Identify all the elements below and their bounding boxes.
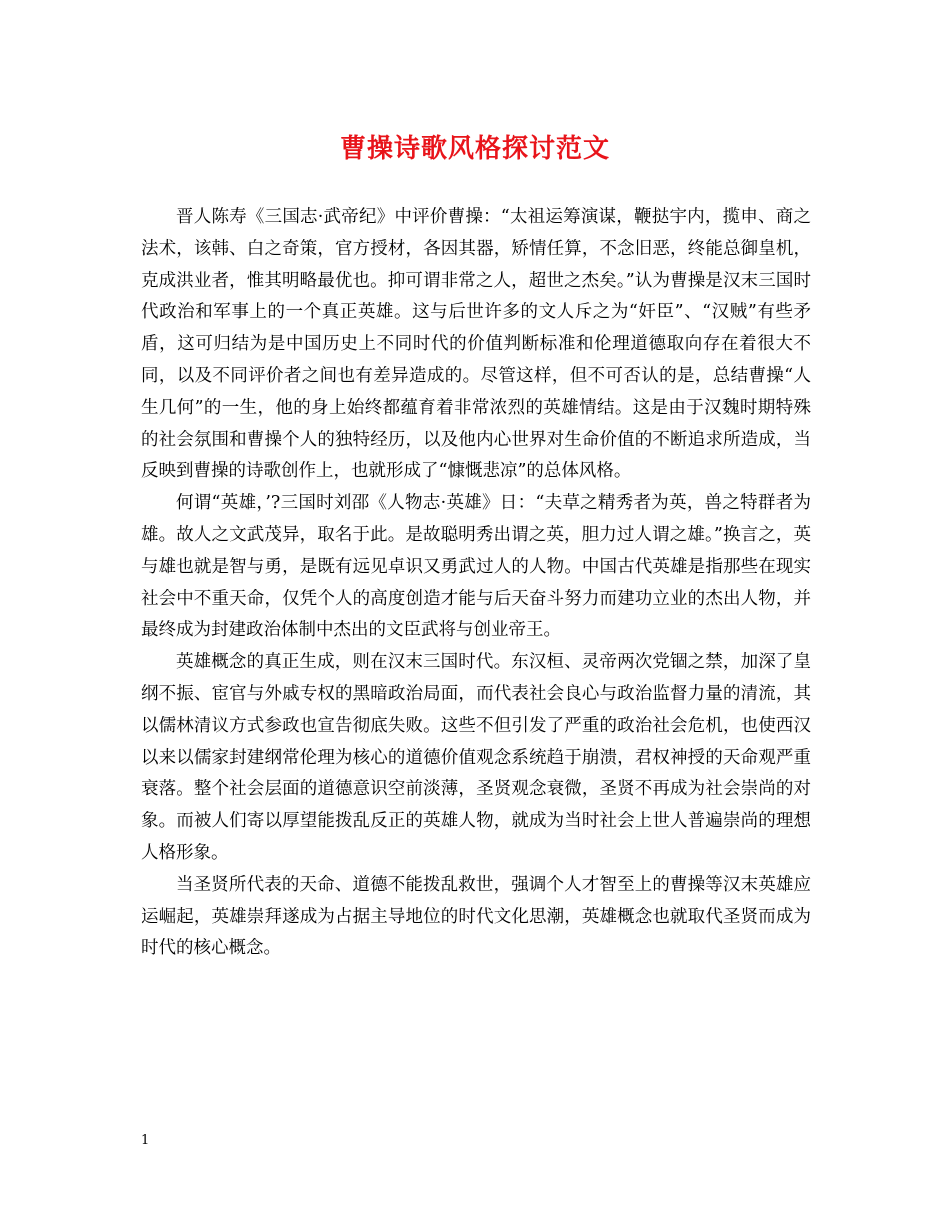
paragraph: 英雄概念的真正生成，则在汉末三国时代。东汉桓、灵帝两次党锢之禁，加深了皇纲不振、宦官与外戚专权的黑暗政治局面，而代表社会良心与政治监督力量的清流，其以儒林清议方式参政也宣告彻底失败。这些不但引发了严重的政治社会危机，也使西汉以来以儒家封建纲常伦理为核心的道德价值观念系统趋于崩溃，君权神授的天命观严重衰落。整个社会层面的道德意识空前淡薄，圣贤观念衰微，圣贤不再成为社会崇尚的对象。而被人们寄以厚望能拨乱反正的英雄人物，就成为当时社会上世人普遍崇尚的理想人格形象。 <box>141 652 811 863</box>
document-body <box>141 202 811 965</box>
paragraph: 晋人陈寿《三国志·武帝纪》中评价曹操：“太祖运筹演谋，鞭挞宇内，揽申、商之法术，该韩、白之奇策，官方授材，各因其器，矫情任算，不念旧恶，终能总御皇机，克成洪业者，惟其明略最优也。抑可谓非常之人，超世之杰矣。”认为曹操是汉末三国时代政治和军事上的一个真正英雄。这与后世许多的文人斥之为“奸臣”、“汉贼”有些矛盾，这可归结为是中国历史上不同时代的价值判断标准和伦理道德取向存在着很大不同，以及不同评价者之间也有差异造成的。尽管这样，但不可否认的是，总结曹操“人生几何”的一生，他的身上始终都蕴育着非常浓烈的英雄情结。这是由于汉魏时期特殊的社会氛围和曹操个人的独特经历，以及他内心世界对生命价值的不断追求所造成，当反映到曹操的诗歌创作上，也就形成了“慷慨悲凉”的总体风格。 <box>141 207 811 482</box>
document-title: 曹操诗歌风格探讨范文 <box>339 134 610 164</box>
page-number: 1 <box>141 1133 150 1148</box>
paragraph: 何谓“英雄，’?三国时刘邵《人物志·英雄》日：“夫草之精秀者为英，兽之特群者为雄。故人之文武茂异，取名于此。是故聪明秀出谓之英，胆力过人谓之雄。”换言之，英与雄也就是智与勇，是既有远见卓识又勇武过人的人物。中国古代英雄是指那些在现实社会中不重天命，仅凭个人的高度创造才能与后天奋斗努力而建功立业的杰出人物，并最终成为封建政治体制中杰出的文臣武将与创业帝王。 <box>141 493 811 641</box>
paragraph: 当圣贤所代表的天命、道德不能拨乱救世，强调个人才智至上的曹操等汉末英雄应运崛起，英雄崇拜遂成为占据主导地位的时代文化思潮，英雄概念也就取代圣贤而成为时代的核心概念。 <box>141 874 811 959</box>
